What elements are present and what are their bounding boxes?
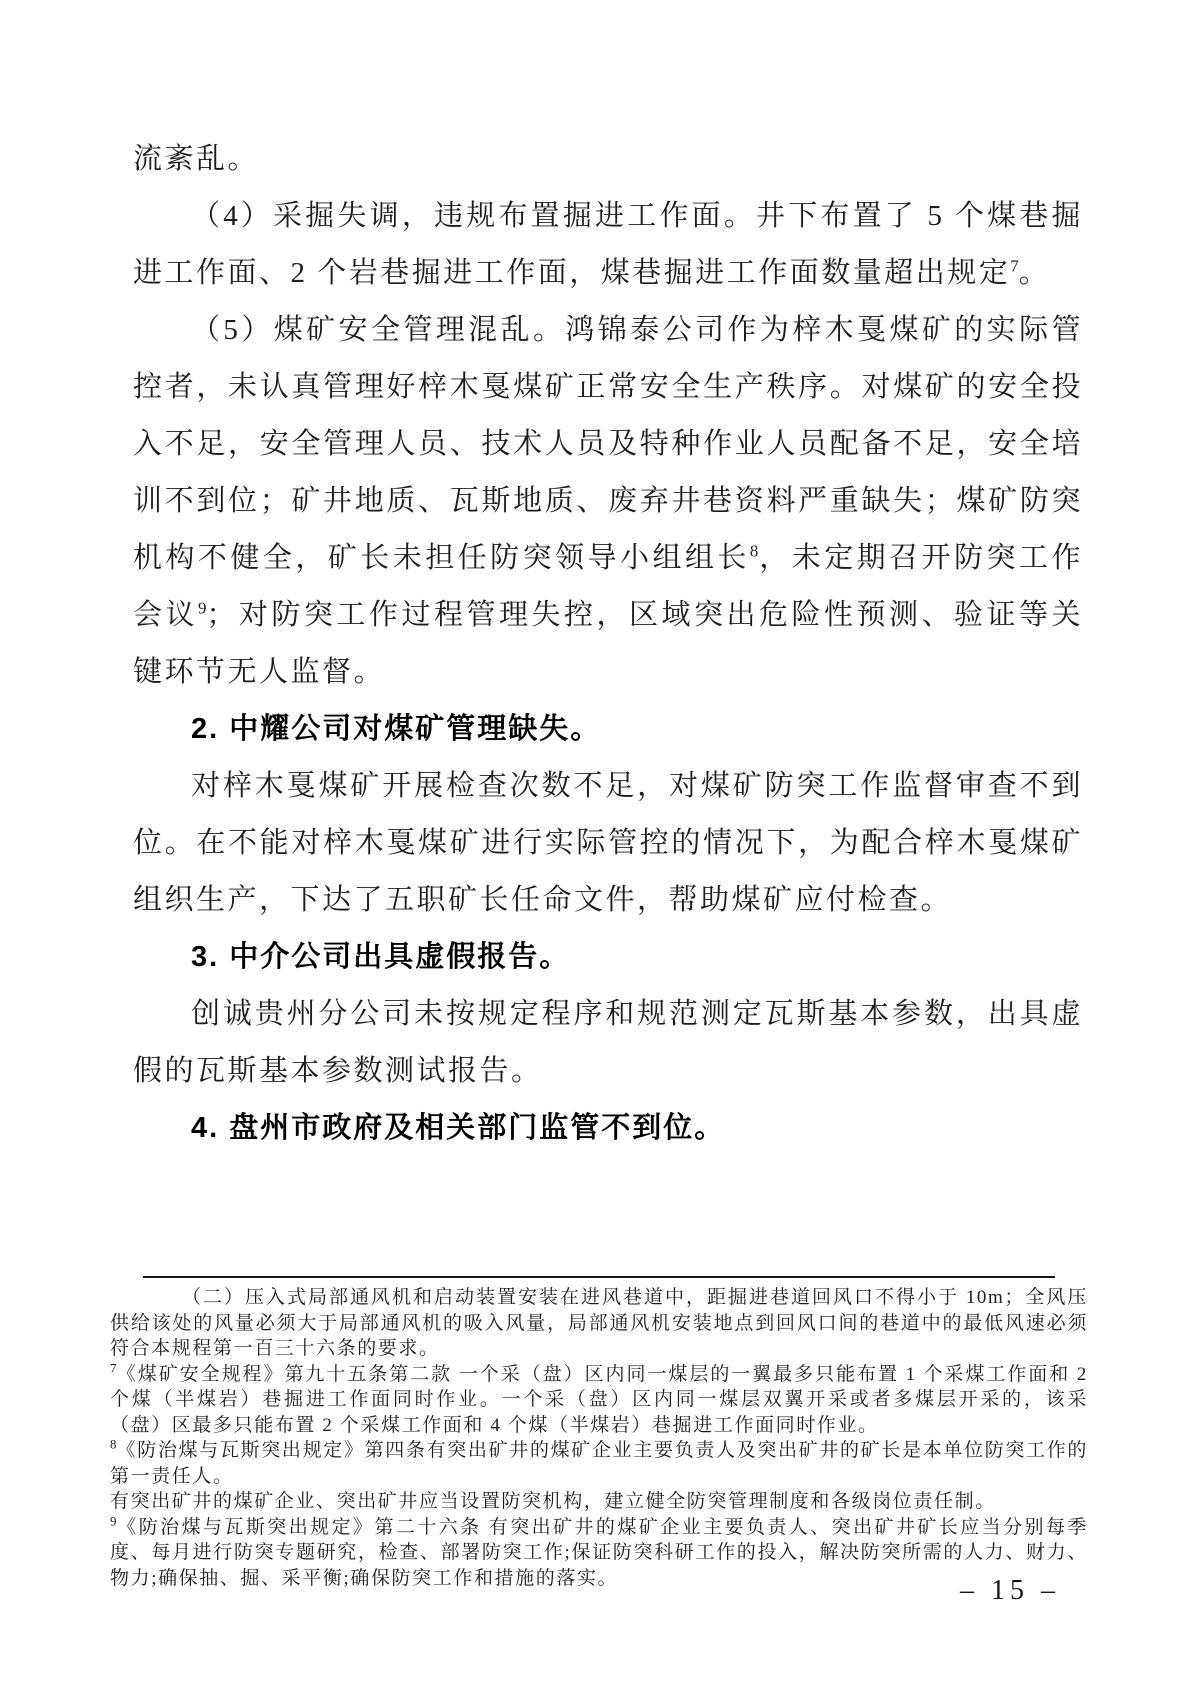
page-number: – 15 – (960, 1575, 1060, 1606)
footnote-item: （二）压入式局部通风机和启动装置安装在进风巷道中，距掘进巷道回风口不得小于 10m；全风压供给该处的风量必须大于局部通风机的吸入风量，局部通风机安装地点到回风口间的巷道中的最低风速必须符合本规程第一百三十六条的要求。 (110, 1287, 1088, 1359)
footnote-marker: 8 (110, 1436, 117, 1452)
footnote-marker: 7 (110, 1360, 117, 1376)
footnote-item: $^7$《煤矿安全规程》第九十五条第二款 一个采（盘）区内同一煤层的一翼最多只能布置 1 个采煤工作面和 2 个煤（半煤岩）巷掘进工作面同时作业。一个采（盘）区内同一煤层双翼开采或者多煤层开采的，该采（盘）区最多只能布置 2 个采煤工作面和 4 个煤（半煤岩）巷掘进工作面同时作业。 (110, 1360, 1088, 1436)
section-heading: 3. 中介公司出具虚假报告。 (191, 941, 571, 973)
body-paragraph: 对梓木戛煤矿开展检查次数不足，对煤矿防突工作监督审查不到位。在不能对梓木戛煤矿进行实际管控的情况下，为配合梓木戛煤矿组织生产，下达了五职矿长任命文件，帮助煤矿应付检查。 (133, 770, 1083, 916)
page-body (133, 131, 1083, 1157)
footnotes-section (110, 1285, 1088, 1591)
body-paragraph: （4）采掘失调，违规布置掘进工作面。井下布置了 5 个煤巷掘进工作面、2 个岩巷掘进工作面，煤巷掘进工作面数量超出规定$^7$。 (133, 200, 1083, 289)
body-paragraph: 流紊乱。 (133, 143, 260, 175)
footnote-ref: 8 (749, 541, 759, 561)
footnote-ref: 7 (1010, 256, 1019, 276)
footnote-separator (143, 1276, 1055, 1278)
footnote-marker: 9 (110, 1513, 117, 1529)
footnote-ref: 9 (198, 598, 207, 618)
body-paragraph: 创诚贵州分公司未按规定程序和规范测定瓦斯基本参数，出具虚假的瓦斯基本参数测试报告。 (133, 998, 1083, 1087)
footnote-item: $^8$《防治煤与瓦斯突出规定》第四条有突出矿井的煤矿企业主要负责人及突出矿井的矿长是本单位防突工作的第一责任人。 (110, 1436, 1088, 1487)
footnote-item: $^9$《防治煤与瓦斯突出规定》第二十六条 有突出矿井的煤矿企业主要负责人、突出矿井矿长应当分别每季度、每月进行防突专题研究，检查、部署防突工作;保证防突科研工作的投入，解决防突所需的人力、财力、物力;确保抽、掘、采平衡;确保防突工作和措施的落实。 (110, 1513, 1088, 1589)
section-heading: 4. 盘州市政府及相关部门监管不到位。 (191, 1112, 726, 1144)
footnote-item: 有突出矿井的煤矿企业、突出矿井应当设置防突机构，建立健全防突管理制度和各级岗位责任制。 (110, 1491, 996, 1512)
section-heading: 2. 中耀公司对煤矿管理缺失。 (191, 713, 602, 745)
body-paragraph: （5）煤矿安全管理混乱。鸿锦泰公司作为梓木戛煤矿的实际管控者，未认真管理好梓木戛煤矿正常安全生产秩序。对煤矿的安全投入不足，安全管理人员、技术人员及特种作业人员配备不足，安全培训不到位；矿井地质、瓦斯地质、废弃井巷资料严重缺失；煤矿防突机构不健全，矿长未担任防突领导小组组长$^8$，未定期召开防突工作会议$^9$；对防突工作过程管理失控，区域突出危险性预测、验证等关键环节无人监督。 (133, 314, 1083, 688)
